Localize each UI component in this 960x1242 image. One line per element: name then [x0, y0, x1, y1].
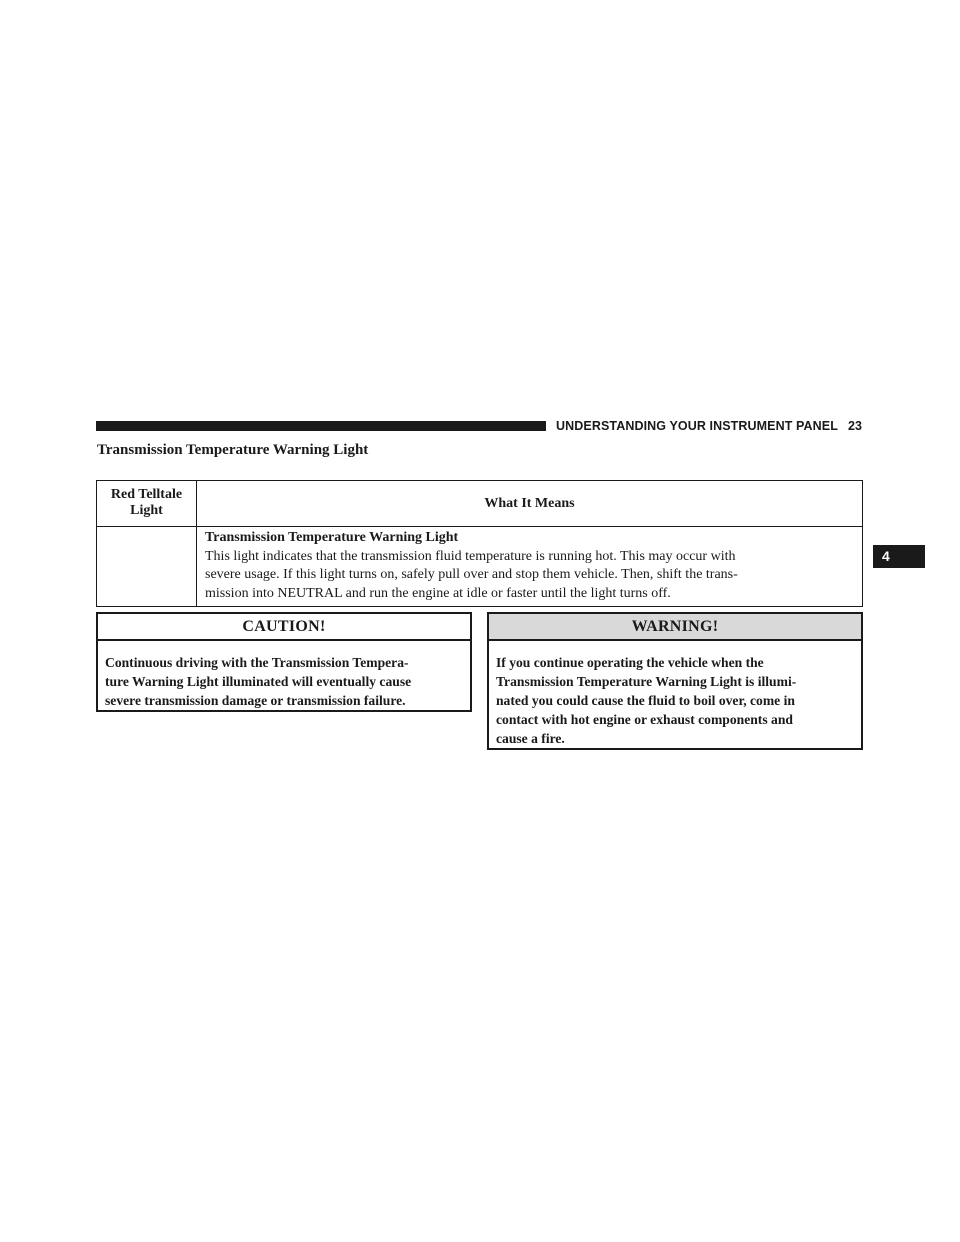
- telltale-table: [96, 480, 863, 607]
- warning-text: If you continue operating the vehicle when the Transmission Temperature Warning Light is illumi- nated you could cause the fluid to boil over, come in contact with hot engine or exhaust components and cause a fire.: [496, 655, 797, 746]
- page-number: 23: [847, 419, 863, 433]
- chapter-tab: 4: [873, 545, 925, 568]
- row-text-line: severe usage. If this light turns on, safely pull over and stop them vehicle. Then, shift the trans-: [205, 567, 738, 582]
- running-header: [556, 419, 862, 433]
- header-rule: [96, 421, 546, 431]
- telltale-icon-cell: [97, 527, 197, 607]
- col-header-what-it-means: What It Means: [197, 481, 863, 527]
- caution-title: CAUTION!: [98, 614, 470, 641]
- row-text-line: This light indicates that the transmission fluid temperature is running hot. This may occur with: [205, 548, 736, 564]
- meaning-cell: [197, 527, 863, 607]
- header-section-title: UNDERSTANDING YOUR INSTRUMENT PANEL: [556, 419, 838, 433]
- col-header-red-telltale: Red Telltale Light: [97, 481, 197, 527]
- caution-box: [96, 612, 472, 712]
- warning-box: [487, 612, 863, 750]
- warning-title: WARNING!: [489, 614, 861, 641]
- table-header-row: [97, 481, 863, 527]
- table-row: [97, 527, 863, 607]
- section-title: Transmission Temperature Warning Light: [97, 442, 369, 458]
- row-text-line: mission into NEUTRAL and run the engine at idle or faster until the light turns off.: [205, 585, 671, 601]
- caution-text: Continuous driving with the Transmission Tempera- ture Warning Light illuminated will eventually cause severe transmission damage or transmission failure.: [105, 655, 412, 708]
- row-title: Transmission Temperature Warning Light: [205, 530, 459, 545]
